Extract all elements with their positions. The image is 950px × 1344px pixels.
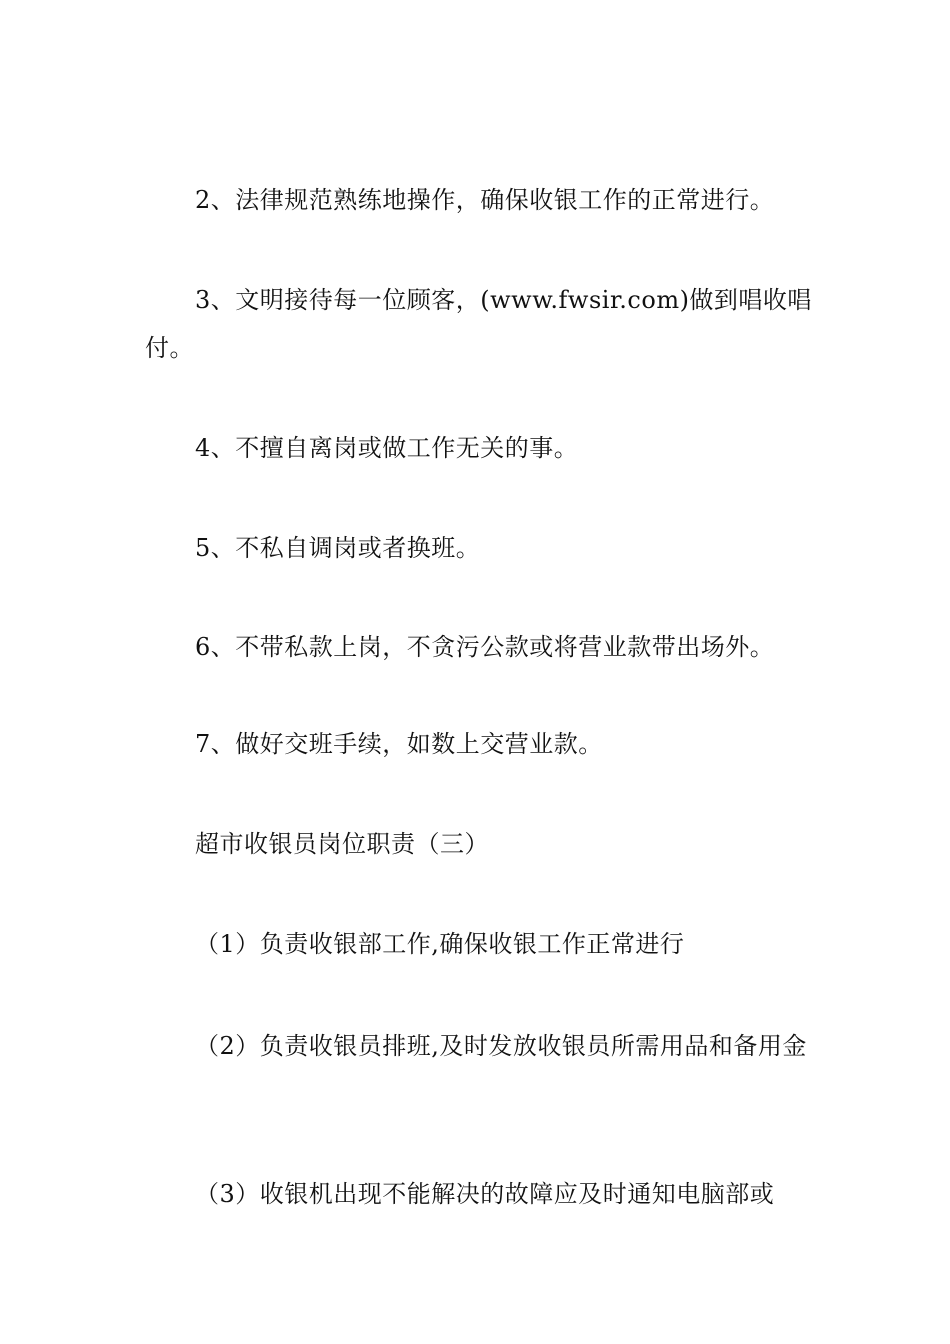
duty-item-2: （2）负责收银员排班,及时发放收银员所需用品和备用金 [195,1032,807,1060]
paragraph-item-4: 4、不擅自离岗或做工作无关的事。 [195,434,579,462]
duty-item-1: （1）负责收银部工作,确保收银工作正常进行 [195,930,685,958]
paragraph-item-6: 6、不带私款上岗，不贪污公款或将营业款带出场外。 [195,633,775,661]
paragraph-item-2: 2、法律规范熟练地操作，确保收银工作的正常进行。 [195,186,775,214]
section-heading: 超市收银员岗位职责（三） [195,830,489,858]
paragraph-item-3: 3、文明接待每一位顾客，(www.fwsir.com)做到唱收唱付。 [145,286,812,362]
paragraph-item-5: 5、不私自调岗或者换班。 [195,534,481,562]
duty-item-3: （3）收银机出现不能解决的故障应及时通知电脑部或 [195,1180,775,1208]
paragraph-item-7: 7、做好交班手续，如数上交营业款。 [195,730,603,758]
